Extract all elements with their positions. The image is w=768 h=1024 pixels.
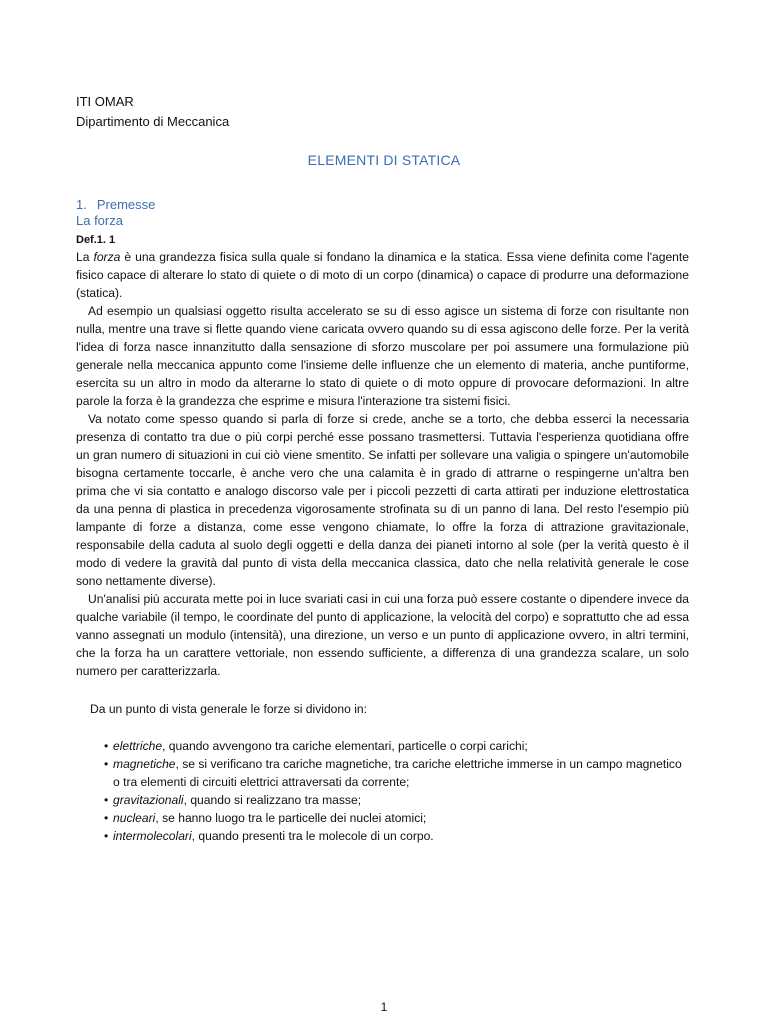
definition-label: Def.1. 1	[76, 234, 116, 246]
page-number: 1	[380, 1000, 388, 1014]
classification-intro: Da un punto di vista generale le forze si dividono in:	[90, 702, 367, 716]
section-number: 1.	[76, 197, 87, 212]
document-title: ELEMENTI DI STATICA	[307, 152, 461, 168]
list-item	[105, 791, 689, 809]
paragraph-2: Ad esempio un qualsiasi oggetto risulta accelerato se su di esso agisce un sistema di forze con risultante non nulla, mentre una trave si flette quando viene caricata ovvero quando su di essa agiscono delle forze. Per la verità l'idea di forza nasce innanzitutto dalla sensazione di sforzo muscolare per poi assumere una formulazione più generale nella meccanica appunto come l'insieme delle influenze che un elemento di materia, anche puntiforme, esercita su un altro in modo da alterarne lo stato di quiete o di moto oppure di provocare deformazioni. In altre parole la forza è la grandezza che esprime e misura l'interazione tra sistemi fisici.	[76, 304, 689, 408]
list-item-term: elettriche	[113, 739, 163, 753]
paragraph-1	[76, 248, 689, 302]
department-name: Dipartimento di Meccanica	[76, 114, 230, 129]
paragraph-1-prefix: La	[76, 250, 94, 264]
section-title: Premesse	[96, 197, 156, 212]
document-header	[76, 92, 229, 132]
list-item-text: , se hanno luogo tra le particelle dei nuclei atomici;	[155, 811, 427, 825]
paragraph-4: Un'analisi più accurata mette poi in luce svariati casi in cui una forza può essere costante o dipendere invece da qualche variabile (il tempo, le coordinate del punto di applicazione, la velocità del corpo) e soprattutto che ad essa vanno assegnati un modulo (intensità), una direzione, un verso e un punto di applicazione ovvero, in altri termini, che la forza ha un carattere vettoriale, non essendo sufficiente, a differenza di una grandezza scalare, un solo numero per caratterizzarla.	[76, 592, 689, 678]
list-item-term: nucleari	[113, 811, 156, 825]
force-types-list	[105, 737, 689, 845]
list-item	[105, 755, 689, 791]
list-item-text: , quando presenti tra le molecole di un corpo.	[191, 829, 434, 843]
list-item	[105, 737, 689, 755]
list-item-text: , se si verificano tra cariche magnetiche, tra cariche elettriche immerse in un campo magnetico o tra elementi di circuiti elettrici attraversati da corrente;	[113, 757, 682, 789]
list-item-term: magnetiche	[113, 757, 176, 771]
body-text	[76, 248, 689, 680]
list-item	[105, 827, 689, 845]
paragraph-3: Va notato come spesso quando si parla di forze si crede, anche se a torto, che debba esserci la necessaria presenza di contatto tra due o più corpi perché esse possano trasmettersi. Tuttavia l'esperienza quotidiana offre un gran numero di situazioni in cui ciò viene smentito. Se infatti per sollevare una valigia o spingere un'automobile bisogna certamente toccarle, è anche vero che una calamita è in grado di attrarne o respingerne un'altra ben prima che vi sia contatto e analogo discorso vale per i piccoli pezzetti di carta attirati per induzione elettrostatica da una penna di plastica in precedenza vigorosamente strofinata su di un panno di lana. Del resto l'esempio più lampante di forze a distanza, come esse vengono chiamate, lo offre la forza di attrazione gravitazionale, responsabile della caduta al suolo degli oggetti e della danza dei pianeti intorno al sole (per la verità questo è il modo di vedere la gravità dal punto di vista della meccanica classica, dato che nella relatività generale le cose sono nettamente diverse).	[76, 412, 689, 588]
list-item-text: , quando avvengono tra cariche elementari, particelle o corpi carichi;	[162, 739, 528, 753]
list-item-term: intermolecolari	[113, 829, 192, 843]
section-heading	[76, 196, 155, 214]
list-item	[105, 809, 689, 827]
school-name: ITI OMAR	[76, 94, 134, 109]
subsection-heading: La forza	[76, 213, 123, 228]
list-item-text: , quando si realizzano tra masse;	[183, 793, 362, 807]
list-item-term: gravitazionali	[113, 793, 184, 807]
paragraph-1-text: è una grandezza fisica sulla quale si fondano la dinamica e la statica. Essa viene definita come l'agente fisico capace di alterare lo stato di quiete o di moto di un corpo (dinamica) o capace di produrre una deformazione (statica).	[76, 250, 689, 300]
paragraph-1-term: forza	[93, 250, 121, 264]
